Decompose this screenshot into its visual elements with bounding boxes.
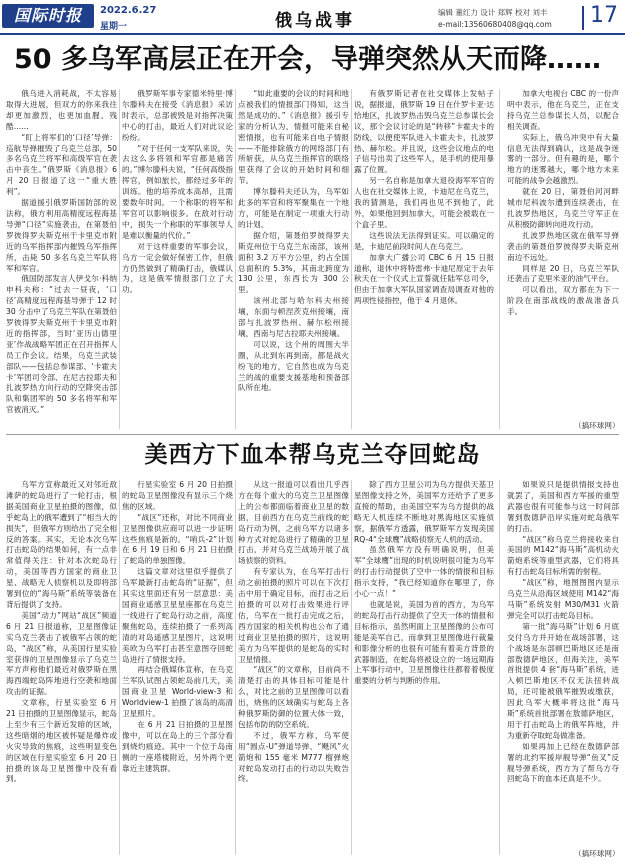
paragraph: 加拿大广播公司 CBC 6 月 15 日报道称，退休中将特雷弗·卡迪尼原定于去年秋天在一个仪式上宣誓就任陆军总司令，但由于加拿大军队国家调查局调查对他的两项性侵指控，他于 4 月退休。: [354, 252, 494, 306]
paragraph: 再结合俄媒体宣称，在乌克兰军队试图占领蛇岛前几天，美国商业卫星 World-view-3 和 Worldview-1 拍摄了该岛的高清卫星照片。: [122, 665, 233, 719]
paragraph: 加拿大电视台 CBC 的一份声明中表示，他在乌克兰，正在支持乌克兰总参谋长人员，以配合相关调查。: [507, 89, 619, 131]
paragraph: 俄国防部发言人伊戈尔·科纳申科夫称：“过去一昼夜，‘口径’高精度远程海基导弹于 12 时 30 分击中了乌克兰军队在第聂伯罗彼得罗夫斯克州干卡里克市附近的指挥部，当时‘亚历山德里亚’作战战略军团正在召开指挥人员工作会议。结果，乌克兰武装部队——包括总参谋部、‘卡霍夫卡’军团司令部、在尼古拉耶夫和扎波罗热方向行动的空降突击部队和集团军的 50 多名将军和军官被消灭。”: [6, 274, 117, 415]
section-title: 俄乌战事: [275, 11, 355, 31]
article2-headline: 美西方下血本帮乌克兰夺回蛇岛: [144, 442, 481, 468]
paragraph: “战区”称，地图图图内显示乌克兰从沿海区域使用 M142“海马斯”系统发射 M30/M31 火箭弹完全可以打击蛇岛目标。: [507, 578, 619, 620]
newspaper-logo: 国际时报: [2, 4, 94, 28]
paragraph: 这篇文章对这里似乎提供了乌军最新打击蛇岛的“证据”，但其实这里面还有另一层意思：美国商业遥感卫星星座都在乌克兰一线进行了蛇岛行动之前，高度聚焦蛇岛，连续拍摄了一系列高清的对岛遥感卫星图片，这说明美欧为乌军打击甚至意图夺回蛇岛进行了情报支持。: [122, 567, 233, 664]
paragraph: 同样是 20 日，乌克兰军队还袭击了克里米亚的油气平台。: [507, 263, 619, 284]
article2-column-5: [507, 480, 619, 855]
column-divider: [499, 480, 500, 855]
article1-headline: 50 多乌军高层正在开会，导弹突然从天而降……: [14, 44, 601, 75]
paragraph: “战区”还称，对比不同商业卫星图像供应商可以进一步证明这些焦痕是新的。“哨兵-2”计划在 6 月 19 日和 6 月 21 日拍摄了蛇岛的单独图像。: [122, 512, 233, 566]
paragraph: “对于任何一支军队来说，失去这么多将领和军官都是痛苦的。”博尔滕科夫说，“任何高级指挥官，例如旅长，都经过多年的训练。他的培养成本高昂，且需要数年时间。一个称职的将军和军官可以影响很多。在敌对行动中，损失一个称职的军事领导人是难以衡量的代价。”: [122, 143, 233, 240]
paragraph: 不过，俄军方称，乌军使用“圆点-U”弹道导弹、“飓风”火箭炮和 155 毫米 M777 榴弹炮对蛇岛发动打击的行动以失败告终。: [238, 730, 349, 784]
paragraph: 第一批“海马斯”计划 6 月底交付乌方并开始在战场部署，这个战场是东部顿巴斯地区还是南部敖德萨地区，但海关注，美军首批提供 4 套“海马斯”系统，进入顿巴斯地区不仅无法扭转战局，还可能被俄军摧毁或缴获，因此乌军大概率将这批“海马斯”系统首批部署在敖德萨地区，用于打击蛇岛上的俄军阵地，并为重新夺取蛇岛做准备。: [507, 621, 619, 740]
column-divider: [235, 480, 236, 855]
paragraph: 有专家认为，在乌军打击行动之前拍摄的照片可以在下次打击中用于确定目标，而打击之后拍摄的可以对打击效果进行评估，乌军在一批打击完成之后，西方国家的相关机构也公布了通过商业卫星拍摄的照片，这说明美方为乌军提供的是蛇岛的实时卫星情报。: [238, 567, 349, 664]
article2-credit: （搞环球网）: [574, 849, 620, 858]
masthead-rule: [0, 33, 625, 35]
paragraph: 在 6 月 21 日拍摄的卫星图像中，可以在岛上的三个部分看到烧灼痕迹。其中一个位于岛南侧的一座塔楼附近，另外两个更靠近主建筑群。: [122, 719, 233, 773]
issue-date: 2022.6.27: [100, 5, 157, 16]
paragraph: 行星实验室 6 月 20 日拍摄的蛇岛卫星图像没有显示三个烧焦的区域。: [122, 480, 233, 511]
paragraph: 该州北部与哈尔科夫州接壤，东面与顿涅茨克州接壤，南部与扎波罗热州、赫尔松州接壤，西南与尼古拉耶夫州接壤。: [238, 296, 349, 338]
editor-credits: 编辑 董红力 设计 郑辉 校对 刘丰: [438, 8, 548, 17]
article1-column-1: [6, 89, 117, 429]
column-divider: [351, 480, 352, 855]
paragraph: “如此重要的会议的时间和地点被我们的情报部门得知，这当然是成功的。”《消息报》援引专家的分析认为，情报可能来自秘密情报，也有可能来自电子情报——不能排除俄方的网络部门有所斩获，从乌克兰指挥官的联络里获得了会议的开始时间和细节。: [238, 89, 349, 186]
paragraph: 就在 20 日，第聂伯河河畔城市尼科波尔遭到连续袭击，在扎波罗热地区，乌克兰守军正在从积极防御转向进攻行动。: [507, 187, 619, 229]
paragraph: 对于这样重要的军事会议，乌方一定会做好保密工作，但俄方仍然做到了精确打击，俄媒认为，这是俄军情报部门立了大功。: [122, 241, 233, 295]
paragraph: 据介绍，第聂伯罗彼得罗夫斯克州位于乌克兰东南部，该州面积 3.2 万平方公里，约占全国总面积的 5.3%，其南北跨度为 130 公里，东西长为 300 公里。: [238, 230, 349, 295]
paragraph: 俄乌进入消耗战，不太容易取得大进展，但双方的你来我往却更加激烈，也更加血腥、残酷……: [6, 89, 117, 131]
column-divider: [119, 89, 120, 429]
paragraph: “战区”的文章称，目前尚不清楚打击的具体目标可能是什么，对比之前的卫星图像可以看出，烧焦的区域确实与蛇岛上各种俄罗斯防御的位置大体一致，包括布防的防空系统。: [238, 665, 349, 729]
paragraph: 博尔滕科夫还认为，乌军如此多的军官和将军聚集在一个地方，可能是在制定一项重大行动的计划。: [238, 187, 349, 229]
paragraph: 美国“动力”网站“战区”频道 6 月 21 日报道称，卫星图像证实乌克兰袭击了被俄军占领的蛇岛，“战区”称，从美国行星实验室获得的卫星图像显示了乌克兰军方声称他们最近对俄罗斯在黑海西端蛇岛阵地进行空袭和地面攻击的证据。: [6, 610, 117, 697]
paragraph: 可以说，这个州的周围大半圈，从北到东再到南，都是战火纷飞的地方，它自然也成为乌克兰的战的重要支援基地和预备部队所在地。: [238, 339, 349, 393]
article1-column-2: [122, 89, 233, 429]
article2-column-4: [354, 480, 494, 855]
paragraph: 有俄罗斯记者在社交媒体上发帖子说，据报道，俄罗斯 19 日在什罗卡亚·达恰地区，扎波罗热击毁乌克兰总参谋长会议，那个会议讨论的是“转移”卡霍夫卡的防线，以便使军队进入卡霍夫卡，扎波罗热、赫尔松。并且说，这些会议地点的电子信号出卖了这些军人，是手机的使用暴露了位置。: [354, 89, 494, 175]
article2-column-2: [122, 480, 233, 855]
paragraph: 据道援引俄罗斯国防部的说法称，俄方利用高精度远程海基导弹“口径”实施袭击，在第聂伯罗彼得罗夫斯克州干卡里克市附近的乌军指挥部内摧毁乌军指挥所，击毙 50 多名乌克兰军队将军和军官。: [6, 198, 117, 273]
paragraph: 实际上，俄乌冲突中有大量信息无法得到确认，这是战争迷雾的一部分。但有趣的是，哪个地方的迷雾越大，哪个地方未来可能的战争会越激烈。: [507, 132, 619, 186]
paragraph: “盯上将军们的‘口径’导弹：巡航导弹摧毁了乌克兰总部，50 多名乌克兰将军和高级军官在袭击中丧生。”俄罗斯《消息报》6 月 20 日报道了这一“重大胜利”。: [6, 132, 117, 197]
column-divider: [499, 89, 500, 429]
article2-column-3: [238, 480, 349, 855]
paragraph: 如果说只是提供情报支持也就罢了，美国和西方军援的重型武器也很有可能参与这一时间部署到敖德萨沿岸实施对蛇岛俄军的打击。: [507, 480, 619, 533]
article1-column-5: [507, 89, 619, 429]
paragraph: 也就是说，美国为首的西方，为乌军的蛇岛打击行动提供了空天一体的情报和目标指示，虽然明面上卫星图像的公布可能是美军自己，而拿到卫星图像进行裁量和影像分析的也很有可能有着美方背景的武器制造，在蛇岛将被设立的一场远期海上军事行动中，卫星图像往往都着着极度重要的分析与判断的作用。: [354, 599, 494, 686]
article-divider: [6, 434, 619, 435]
paragraph: 这些说法无法得到证实。可以确定的是，卡迪尼前段时间人在乌克兰。: [354, 230, 494, 251]
column-divider: [119, 480, 120, 855]
page-number-divider: [582, 6, 584, 30]
paragraph: 从这一报道可以看出几乎西方在每个重大的乌克兰卫星图像上的公布都面临着商业卫星的数据，目前西方在乌克兰前线的蛇岛行动为例，之前乌军方以诸多种方式对蛇岛进行了精确的卫星打击，并对乌克兰战场开展了战场侦察的资料。: [238, 480, 349, 566]
page-number: 17: [590, 3, 618, 28]
paragraph: 可以看出，双方都在为下一阶段在南部战线的激战准备兵手。: [507, 285, 619, 317]
paragraph: 俄罗斯军事专家德米特里·博尔滕科夫在接受《消息报》采访时表示，总部被毁是对指挥决策中心的打击，最近人们对此议论纷纷。: [122, 89, 233, 142]
paragraph: 除了西方卫星公司为乌方提供天基卫星图像支持之外，美国军方还给予了更多直接的帮助，由美国空军为乌方提供的战略无人机连续不断地对黑海地区实施侦察，据俄军方透露，俄罗斯军方发现美国 RQ-4“全球鹰”战略侦察无人机的活动。: [354, 480, 494, 544]
paragraph: 如果再加上已经在敖德萨部署的北约军援岸舰导弹“鱼叉”反舰导弹系统，西方为了帮乌方夺回蛇岛下的血本还真是不少。: [507, 741, 619, 784]
issue-weekday: 星期一: [100, 22, 128, 32]
paragraph: 乌军方宣称最近又对邻近敌滩萨的蛇岛进行了一轮打击，根据美国商业卫星拍摄的图像，似乎蛇岛上的俄军遭到了“相当大的损失”，但俄军方则给出了完全相反的答案。其实，无论本次乌军打击蛇岛的结果如何，有一点非常值得关注：针对本次蛇岛行动，美国等西方国家的商业卫星、战略无人侦察机以及即将部署到位的“海马斯”系统等装备在背后提供了支持。: [6, 480, 117, 609]
column-divider: [351, 89, 352, 429]
paragraph: 虽然俄军方没有明确说明，但美军“全球鹰”出现的时机说明很可能为乌军的打击行动提供了空中一体的情报和目标指示支持，“我已经知道你在哪里了，你小心一点！”: [354, 545, 494, 599]
article1-column-3: [238, 89, 349, 429]
paragraph: “战区”称乌克兰将接收来自美国的 M142“海马斯”高机动火箭炮系统等重型武器，它们将具有打击蛇岛目标所需的射程。: [507, 534, 619, 577]
paragraph: 文章称，行星实验室 6 月 21 日拍摄的卫星图像显示，蛇岛上至少有三个新近发暗的区域，这些暗烟的地区被怀疑是爆炸或火灾导致的焦痕，这些明显变色的区域在行星实验室 6 月 20 日拍摄的该岛卫星图像中没有看到。: [6, 698, 117, 784]
paragraph: 扎波罗热地区就在俄军导弹袭击的第聂伯罗彼得罗夫斯克州南边不远处。: [507, 230, 619, 262]
contact-email: e-mail:13560680408@qq.com: [438, 20, 552, 29]
paragraph: 另一名自称是加拿大退役海军军官的人也在社交媒体上说，卡迪尼在乌克兰，我的猜测是，我们再也见不到他了，此外，如果他回到加拿大，可能会被载在一个盒子里。: [354, 176, 494, 229]
column-divider: [235, 89, 236, 429]
article1-column-4: [354, 89, 494, 429]
article1-credit: （搞环球网）: [574, 421, 620, 430]
article2-column-1: [6, 480, 117, 855]
